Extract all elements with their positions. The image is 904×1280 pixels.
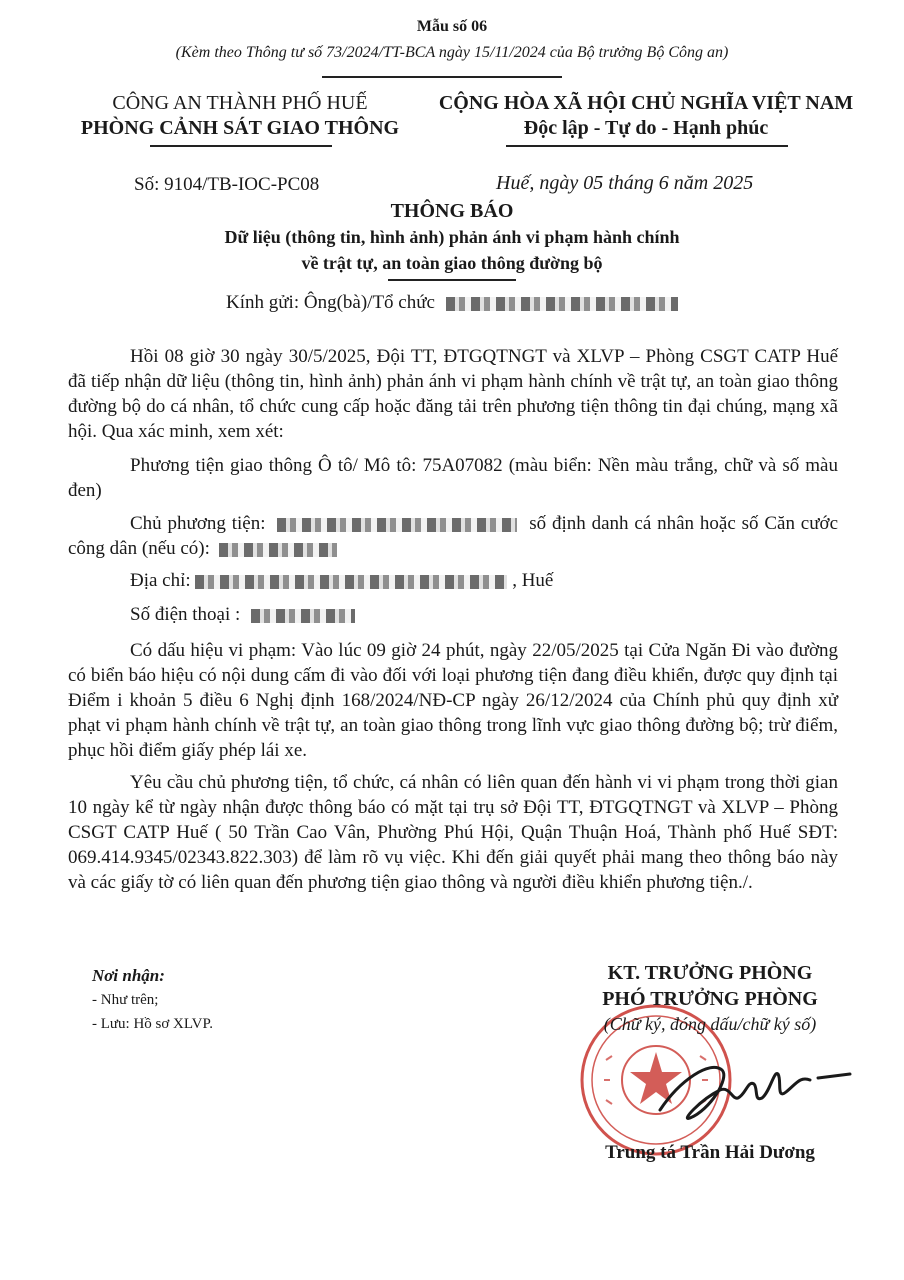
title-underline <box>388 279 516 281</box>
recipient-label: Kính gửi: Ông(bà)/Tổ chức <box>226 292 435 313</box>
motto-underline <box>506 145 788 147</box>
form-number: Mẫu số 06 <box>416 18 488 35</box>
redacted-address <box>195 575 507 589</box>
owner-paragraph <box>68 511 838 561</box>
address-line <box>130 570 553 592</box>
recipients-item-1: - Như trên; <box>92 992 159 1008</box>
address-suffix: , Huế <box>512 570 554 591</box>
signer-name: Trung tá Trần Hải Dương <box>605 1142 815 1163</box>
form-note: (Kèm theo Thông tư số 73/2024/TT-BCA ngày 15/11/2024 của Bộ trưởng Bộ Công an) <box>175 44 729 61</box>
phone-line <box>130 604 355 626</box>
body-paragraph-vehicle: Phương tiện giao thông Ô tô/ Mô tô: 75A07082 (màu biển: Nền màu trắng, chữ và số màu đen) <box>68 455 838 501</box>
owner-label: Chủ phương tiện: <box>130 513 266 534</box>
recipients-heading: Nơi nhận: <box>92 966 165 985</box>
body-paragraph-receipt: Hồi 08 giờ 30 ngày 30/5/2025, Đội TT, ĐTGQTNGT và XLVP – Phòng CSGT CATP Huế đã tiếp nhận dữ liệu (thông tin, hình ảnh) phản ánh vi phạm hành chính về trật tự, an toàn giao thông đường bộ do cá nhân, tổ chức cung cấp hoặc đăng tải trên phương tiện thông tin đại chúng, mạng xã hội. Qua xác minh, xem xét: <box>68 346 838 442</box>
violation-paragraph: Có dấu hiệu vi phạm: Vào lúc 09 giờ 24 phút, ngày 22/05/2025 tại Cửa Ngăn Đi vào đường có biển báo hiệu có nội dung cấm đi vào đối với loại phương tiện đang điều khiển, được quy định tại Điểm i khoản 5 điều 6 Nghị định 168/2024/NĐ-CP ngày 26/12/2024 của Chính phủ quy định xử phạt vi phạm hành chính về trật tự, an toàn giao thông trong lĩnh vực giao thông đường bộ; trừ điểm, phục hồi điểm giấy phép lái xe. <box>68 640 838 761</box>
recipients-item-2: - Lưu: Hồ sơ XLVP. <box>92 1016 213 1032</box>
document-number: Số: 9104/TB-IOC-PC08 <box>134 174 320 195</box>
nation-motto: Độc lập - Tự do - Hạnh phúc <box>523 117 769 139</box>
document-title: THÔNG BÁO <box>390 200 514 222</box>
signature-title-1: KT. TRƯỞNG PHÒNG <box>607 962 813 984</box>
signature-title-2: PHÓ TRƯỞNG PHÒNG <box>602 988 818 1010</box>
nation-title: CỘNG HÒA XÃ HỘI CHỦ NGHĨA VIỆT NAM <box>438 92 854 114</box>
agency-parent: CÔNG AN THÀNH PHỐ HUẾ <box>112 92 368 114</box>
redacted-phone <box>251 609 355 623</box>
agency-name: PHÒNG CẢNH SÁT GIAO THÔNG <box>80 117 400 139</box>
recipient-line <box>226 292 678 314</box>
redacted-recipient <box>446 297 678 311</box>
owner-suffix: số định danh cá nhân hoặc số Căn cước công dân (nếu có): <box>68 513 839 559</box>
agency-underline <box>150 145 332 147</box>
place-date: Huế, ngày 05 tháng 6 năm 2025 <box>496 172 754 194</box>
request-paragraph: Yêu cầu chủ phương tiện, tổ chức, cá nhân có liên quan đến hành vi vi phạm trong thời gian 10 ngày kể từ ngày nhận được thông báo có mặt tại trụ sở Đội TT, ĐTGQTNGT và XLVP – Phòng CSGT CATP Huế ( 50 Trần Cao Vân, Phường Phú Hội, Quận Thuận Hoá, Thành phố Huế SĐT: 069.414.9345/02343.822.303) để làm rõ vụ việc. Khi đến giải quyết phải mang theo thông báo này và các giấy tờ có liên quan đến phương tiện giao thông và người điều khiển phương tiện./. <box>68 772 838 893</box>
redacted-owner-name <box>277 518 517 532</box>
handwritten-signature <box>650 1040 870 1130</box>
document-subtitle-2: về trật tự, an toàn giao thông đường bộ <box>301 253 603 273</box>
address-label: Địa chỉ: <box>130 570 191 591</box>
form-divider <box>322 76 562 78</box>
document-subtitle-1: Dữ liệu (thông tin, hình ảnh) phản ánh vi phạm hành chính <box>224 227 680 247</box>
signature-note: (Chữ ký, đóng dấu/chữ ký số) <box>603 1014 817 1034</box>
phone-label: Số điện thoại : <box>130 604 241 625</box>
redacted-id-number <box>219 543 337 557</box>
